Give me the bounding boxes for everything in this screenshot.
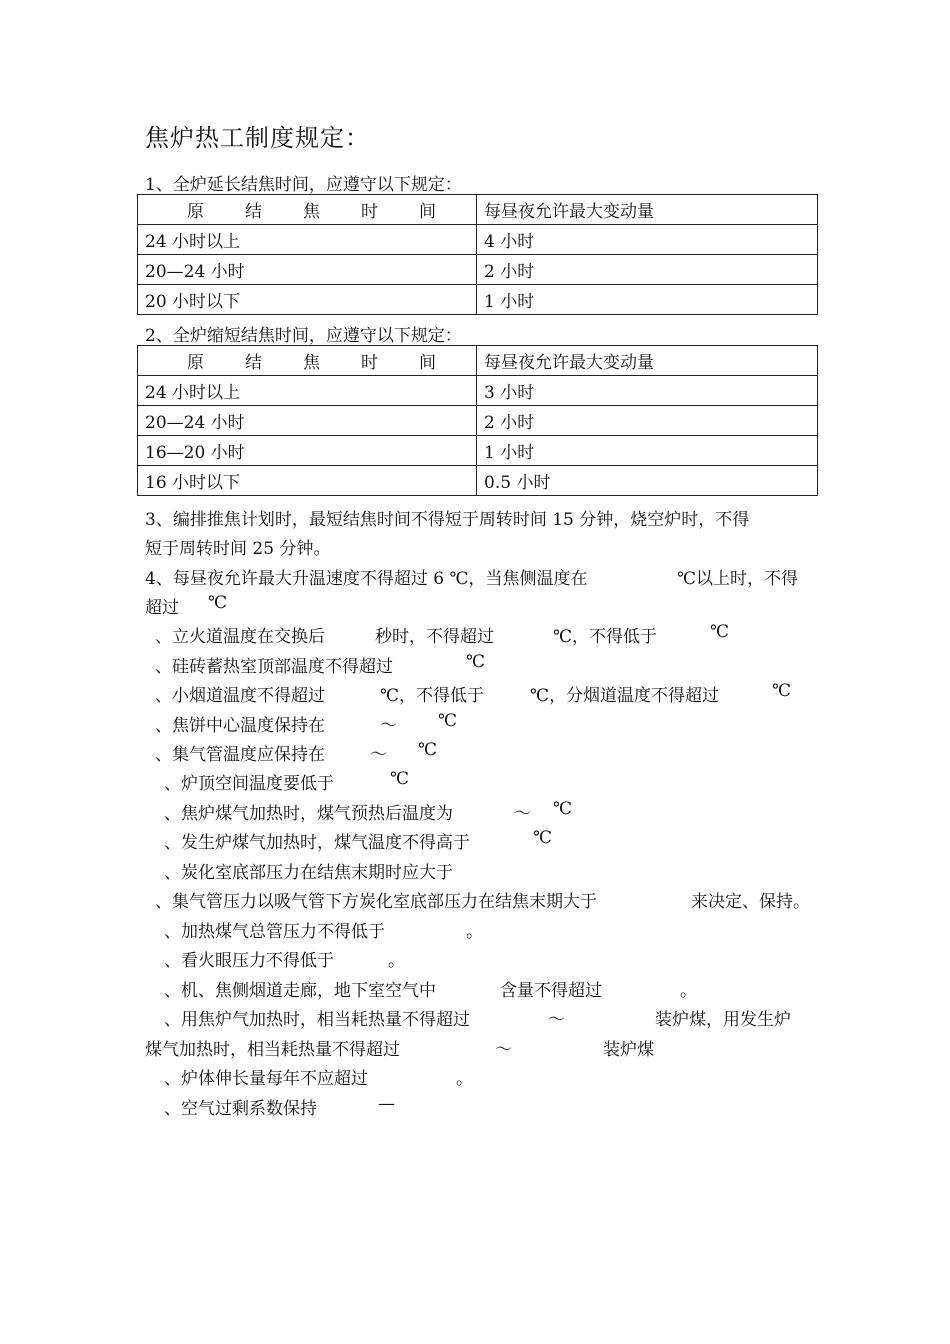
rule-text: 、焦饼中心温度保持在 bbox=[155, 716, 325, 736]
cell-time: 20 小时以下 bbox=[138, 285, 477, 315]
header-original-time bbox=[138, 346, 477, 376]
table-extend bbox=[137, 194, 818, 315]
rule-text: 、小烟道温度不得超过 bbox=[155, 686, 325, 706]
rule-text: ～ bbox=[548, 1010, 565, 1030]
rule-text: 秒时，不得超过 bbox=[375, 627, 494, 647]
rule-text: ～ bbox=[370, 745, 387, 765]
item4-text: ℃以上时，不得 bbox=[677, 569, 799, 589]
rule-text: 、空气过剩系数保持 bbox=[164, 1099, 317, 1119]
rule-text: 、集气管温度应保持在 bbox=[155, 745, 325, 765]
cell-change: 1 小时 bbox=[477, 285, 818, 315]
rule-text: ℃，不得低于 bbox=[380, 686, 485, 706]
header-char: 焦 bbox=[303, 353, 320, 373]
table-header-row bbox=[138, 346, 818, 376]
rule-text: 装炉煤 bbox=[603, 1040, 654, 1060]
cell-time: 20—24 小时 bbox=[138, 255, 477, 285]
rule-text: 、硅砖蓄热室顶部温度不得超过 bbox=[155, 657, 393, 677]
rule-text: 、炭化室底部压力在结焦末期时应大于 bbox=[164, 863, 453, 883]
cell-time: 20—24 小时 bbox=[138, 406, 477, 436]
rule-text: ～ bbox=[380, 716, 397, 736]
rule-text: ℃ bbox=[533, 828, 553, 848]
rule-text: ～ bbox=[495, 1040, 512, 1060]
cell-change: 0.5 小时 bbox=[477, 466, 818, 496]
rule-text: ～ bbox=[514, 804, 531, 824]
header-char: 焦 bbox=[303, 202, 320, 222]
rule-text: ℃ bbox=[418, 740, 438, 760]
header-char: 原 bbox=[187, 353, 204, 373]
rule-text: — bbox=[378, 1094, 395, 1114]
rule-text: ℃ bbox=[466, 652, 486, 672]
header-char: 间 bbox=[419, 202, 436, 222]
rule-text: 、加热煤气总管压力不得低于 bbox=[164, 922, 385, 942]
rule-text: 、用焦炉气加热时，相当耗热量不得超过 bbox=[164, 1010, 470, 1030]
item4-text: 超过 bbox=[145, 598, 179, 618]
cell-time: 16 小时以下 bbox=[138, 466, 477, 496]
cell-change: 2 小时 bbox=[477, 406, 818, 436]
rule-text: ℃，不得低于 bbox=[553, 627, 658, 647]
rule-text: 、机、焦侧烟道走廊，地下室空气中 bbox=[164, 981, 436, 1001]
table-shorten bbox=[137, 345, 818, 496]
rule-text: ℃ bbox=[438, 711, 458, 731]
header-char: 结 bbox=[245, 353, 262, 373]
table-row bbox=[138, 255, 818, 285]
cell-change: 2 小时 bbox=[477, 255, 818, 285]
header-char: 原 bbox=[187, 202, 204, 222]
cell-change: 3 小时 bbox=[477, 376, 818, 406]
header-max-change: 每昼夜允许最大变动量 bbox=[477, 195, 818, 225]
rule-text: 、炉顶空间温度要低于 bbox=[164, 774, 334, 794]
rule-text: ℃ bbox=[553, 799, 573, 819]
item3-line1: 3、编排推焦计划时，最短结焦时间不得短于周转时间 15 分钟，烧空炉时，不得 bbox=[145, 510, 750, 530]
table-header-row bbox=[138, 195, 818, 225]
item4-text: 4、每昼夜允许最大升温速度不得超过 6 ℃，当焦侧温度在 bbox=[145, 569, 588, 589]
rule-text: 、炉体伸长量每年不应超过 bbox=[164, 1069, 368, 1089]
header-char: 时 bbox=[361, 353, 378, 373]
item4-text: ℃ bbox=[208, 593, 228, 613]
rule-text: ℃ bbox=[390, 769, 410, 789]
rule-text: 、立火道温度在交换后 bbox=[155, 627, 325, 647]
table-row bbox=[138, 406, 818, 436]
rule-text: 含量不得超过 bbox=[500, 981, 602, 1001]
header-char: 间 bbox=[419, 353, 436, 373]
rule-text: ℃ bbox=[710, 622, 730, 642]
header-char: 时 bbox=[361, 202, 378, 222]
cell-time: 16—20 小时 bbox=[138, 436, 477, 466]
rule-text: 装炉煤，用发生炉 bbox=[655, 1010, 791, 1030]
rule-text: 。 bbox=[466, 922, 483, 942]
header-max-change: 每昼夜允许最大变动量 bbox=[477, 346, 818, 376]
rule-text: 、焦炉煤气加热时，煤气预热后温度为 bbox=[164, 804, 453, 824]
header-char: 结 bbox=[245, 202, 262, 222]
table-row bbox=[138, 376, 818, 406]
rule-text: 、看火眼压力不得低于 bbox=[164, 951, 334, 971]
table-row bbox=[138, 225, 818, 255]
table-row bbox=[138, 436, 818, 466]
rule-text: ℃，分烟道温度不得超过 bbox=[530, 686, 720, 706]
rule-text: 来决定、保持。 bbox=[691, 892, 810, 912]
cell-change: 4 小时 bbox=[477, 225, 818, 255]
table-row bbox=[138, 466, 818, 496]
rule-text: 、集气管压力以吸气管下方炭化室底部压力在结焦末期大于 bbox=[155, 892, 597, 912]
item3-line2: 短于周转时间 25 分钟。 bbox=[145, 539, 331, 559]
rule-text: 煤气加热时，相当耗热量不得超过 bbox=[145, 1040, 400, 1060]
page-title: 焦炉热工制度规定： bbox=[145, 124, 370, 152]
rule-text: 。 bbox=[456, 1069, 473, 1089]
cell-time: 24 小时以上 bbox=[138, 225, 477, 255]
section1-heading: 1、全炉延长结焦时间，应遵守以下规定： bbox=[145, 175, 462, 195]
rule-text: 。 bbox=[388, 951, 405, 971]
rule-text: ℃ bbox=[772, 681, 792, 701]
cell-time: 24 小时以上 bbox=[138, 376, 477, 406]
cell-change: 1 小时 bbox=[477, 436, 818, 466]
header-original-time bbox=[138, 195, 477, 225]
rule-text: 、发生炉煤气加热时，煤气温度不得高于 bbox=[164, 833, 470, 853]
table-row bbox=[138, 285, 818, 315]
rule-text: 。 bbox=[680, 981, 697, 1001]
section2-heading: 2、全炉缩短结焦时间，应遵守以下规定： bbox=[145, 326, 462, 346]
